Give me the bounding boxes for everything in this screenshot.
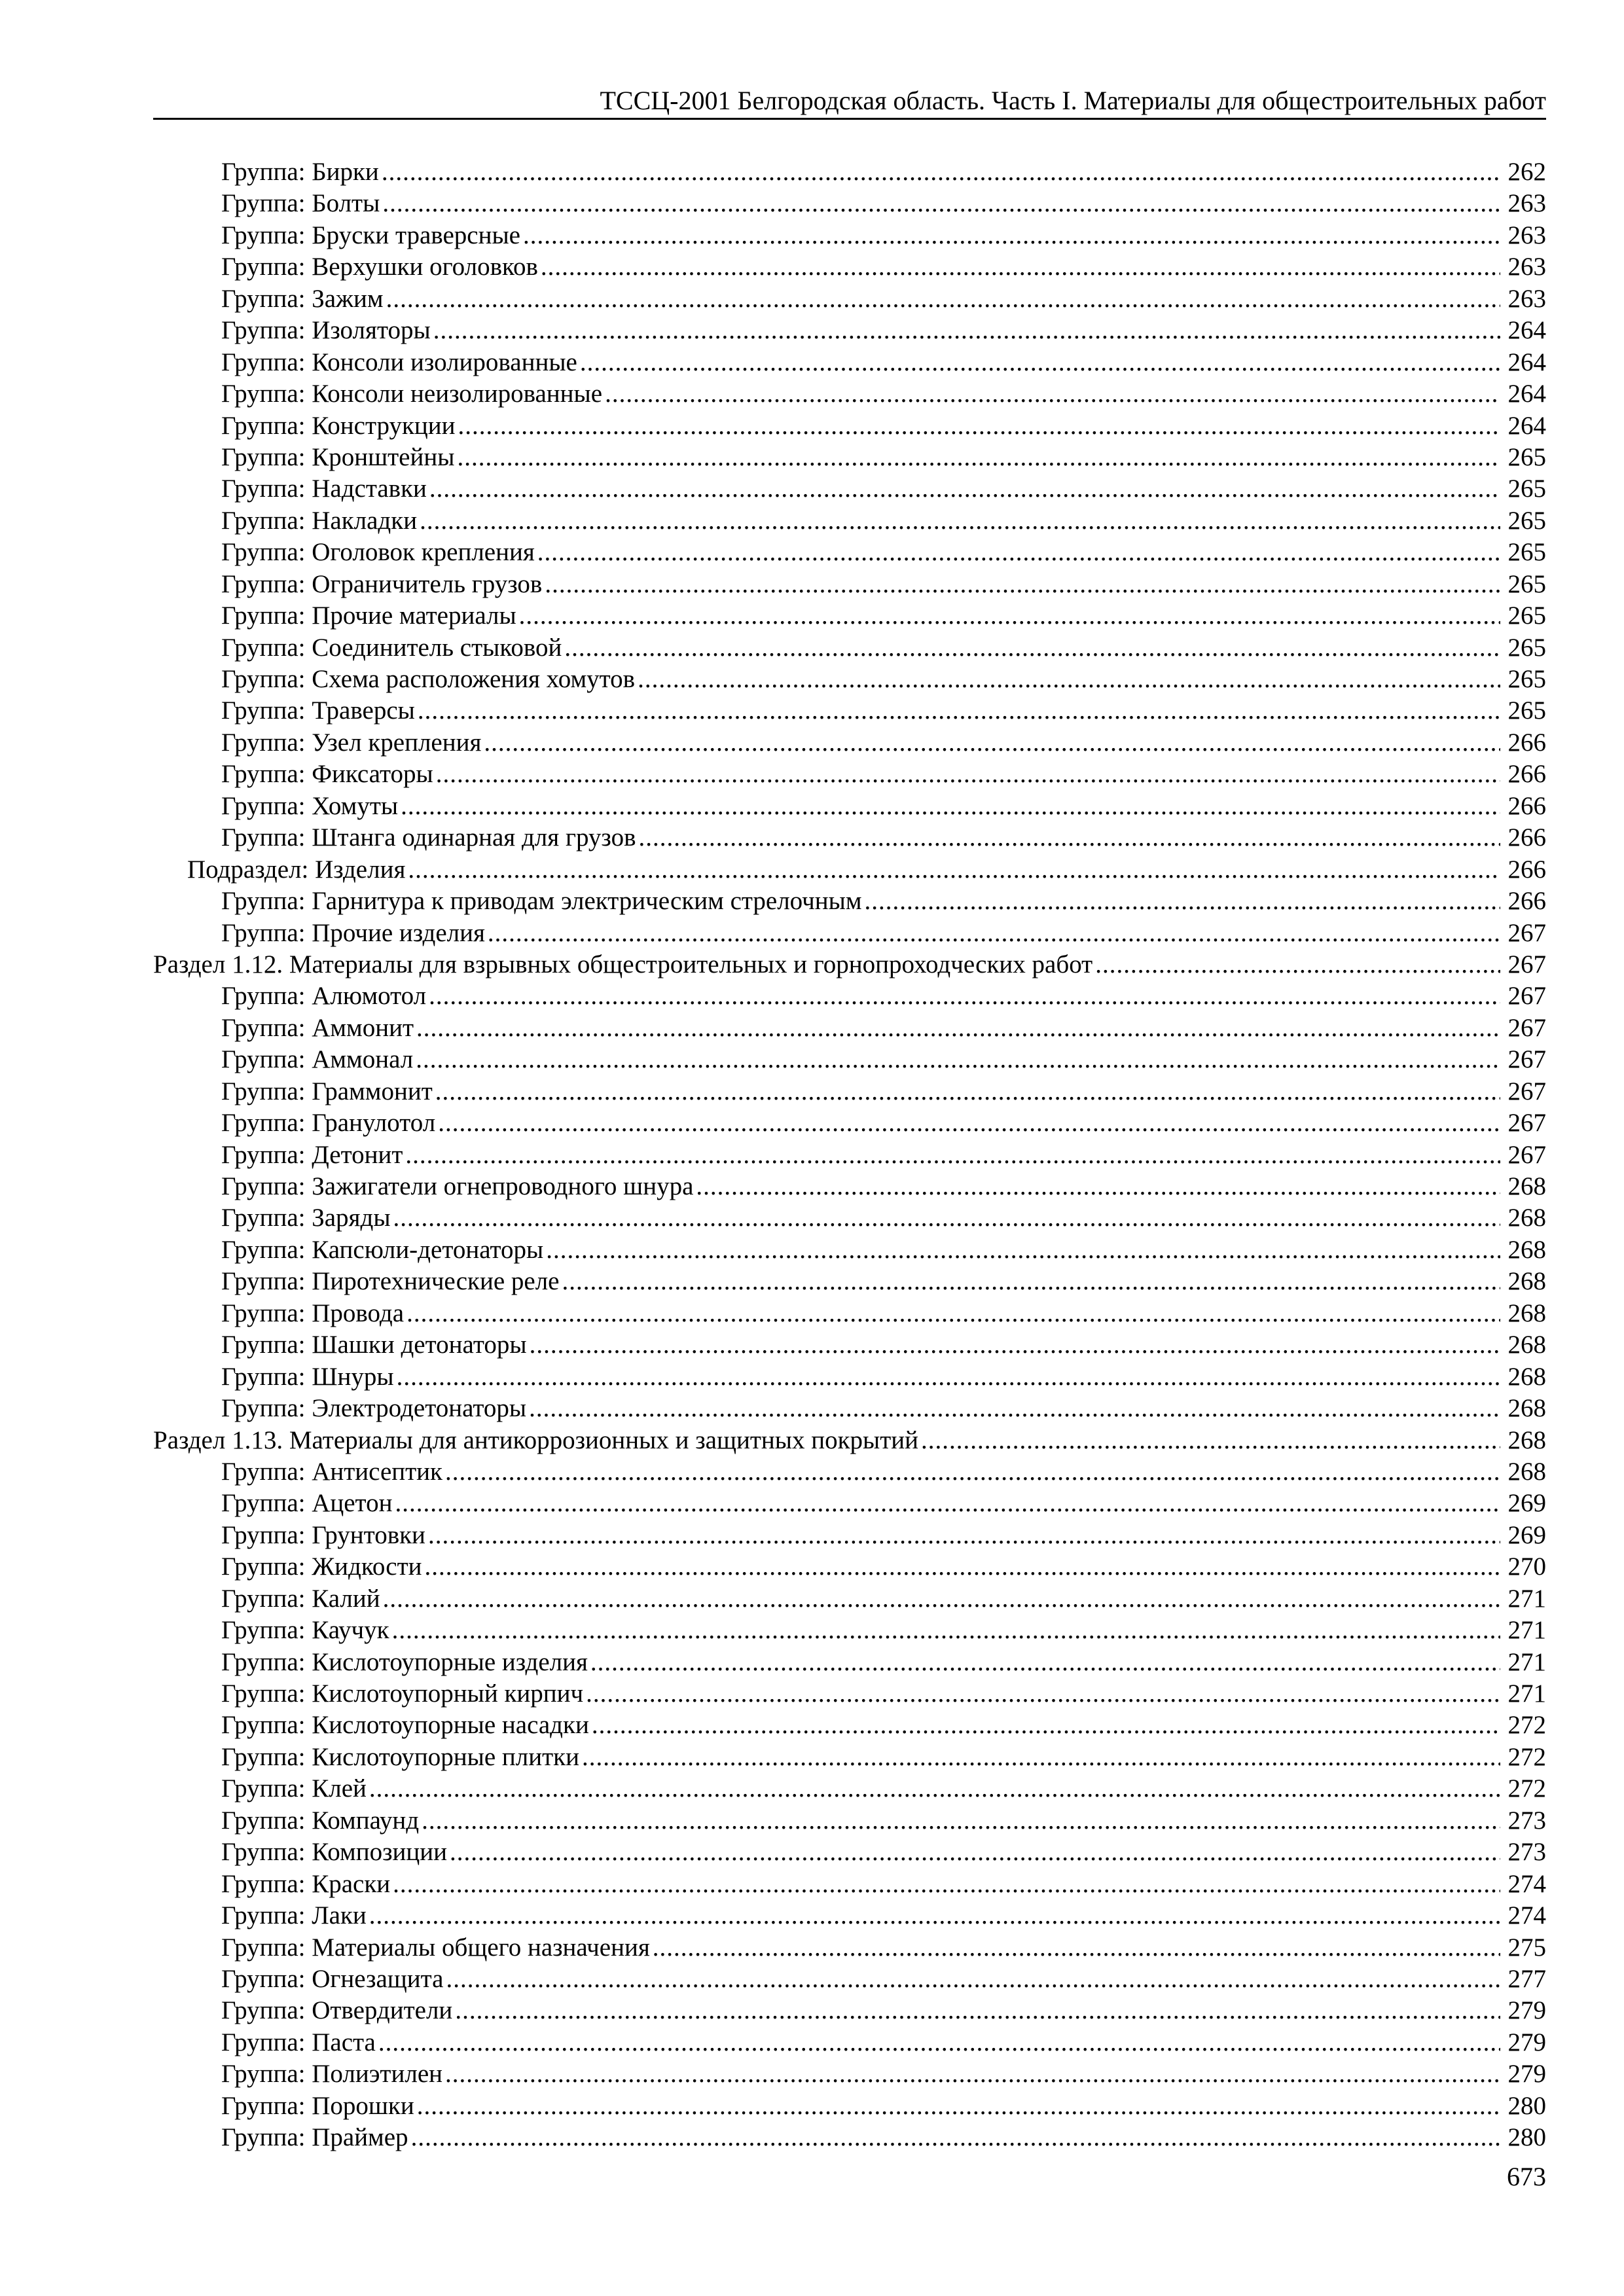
toc-entry	[153, 1488, 1546, 1519]
toc-entry	[153, 1107, 1546, 1139]
toc-entry-label: Группа: Капсюли-детонаторы	[221, 1235, 544, 1264]
toc-entry-page: 265	[1507, 569, 1546, 598]
toc-entry	[153, 1964, 1546, 1995]
document-title: ТССЦ-2001 Белгородская область. Часть I. Материалы для общестроительных работ	[600, 86, 1546, 115]
toc-entry-label: Группа: Надставки	[221, 475, 427, 503]
toc-entry-label: Группа: Гранулотол	[221, 1109, 436, 1138]
toc-dot-leader	[639, 822, 1500, 853]
toc-entry-label: Группа: Соединитель стыковой	[221, 633, 562, 662]
toc-dot-leader	[488, 918, 1500, 949]
toc-entry	[153, 1361, 1546, 1393]
toc-entry-page: 272	[1507, 1711, 1546, 1740]
toc-entry-page: 271	[1507, 1679, 1546, 1708]
toc-entry	[153, 1615, 1546, 1646]
toc-entry-page: 267	[1507, 1109, 1546, 1138]
toc-entry-page: 265	[1507, 601, 1546, 630]
toc-entry	[153, 2027, 1546, 2058]
toc-entry-label: Группа: Болты	[221, 189, 380, 218]
toc-entry-page: 268	[1507, 1426, 1546, 1454]
toc-dot-leader	[406, 1298, 1500, 1329]
toc-entry-page: 268	[1507, 1457, 1546, 1486]
toc-entry-page: 271	[1507, 1616, 1546, 1645]
toc-entry	[153, 1234, 1546, 1266]
toc-entry	[153, 1647, 1546, 1678]
toc-dot-leader	[445, 1456, 1500, 1488]
toc-entry-label: Группа: Зажигатели огнепроводного шнура	[221, 1172, 694, 1200]
toc-dot-leader	[382, 156, 1500, 188]
toc-entry-page: 274	[1507, 1901, 1546, 1930]
toc-entry-page: 265	[1507, 475, 1546, 503]
toc-entry-label: Группа: Консоли неизолированные	[221, 380, 603, 408]
toc-entry-label: Группа: Лаки	[221, 1901, 367, 1930]
toc-dot-leader	[422, 1805, 1500, 1837]
toc-entry-page: 263	[1507, 221, 1546, 249]
toc-entry-label: Группа: Материалы общего назначения	[221, 1933, 650, 1962]
toc-entry-page: 271	[1507, 1584, 1546, 1613]
toc-entry-page: 264	[1507, 380, 1546, 408]
toc-entry-label: Группа: Отвердители	[221, 1996, 453, 2025]
toc-entry-page: 265	[1507, 442, 1546, 471]
toc-entry	[153, 1900, 1546, 1931]
toc-entry-page: 267	[1507, 982, 1546, 1011]
toc-entry-page: 262	[1507, 158, 1546, 186]
toc-dot-leader	[429, 473, 1500, 505]
toc-entry	[153, 600, 1546, 632]
toc-entry-label: Группа: Фиксаторы	[221, 760, 433, 789]
toc-dot-leader	[523, 220, 1500, 251]
toc-entry-label: Группа: Компаунд	[221, 1806, 420, 1835]
toc-entry-label: Группа: Накладки	[221, 506, 418, 535]
toc-entry	[153, 1869, 1546, 1900]
toc-entry-label: Группа: Грунтовки	[221, 1520, 425, 1549]
toc-dot-leader	[1095, 949, 1500, 980]
toc-entry-page: 267	[1507, 1013, 1546, 1042]
toc-entry	[153, 1773, 1546, 1804]
toc-entry	[153, 918, 1546, 949]
toc-entry-label: Группа: Электродетонаторы	[221, 1394, 527, 1423]
toc-entry-page: 272	[1507, 1742, 1546, 1771]
toc-entry-label: Группа: Краски	[221, 1869, 391, 1898]
toc-dot-leader	[586, 1678, 1500, 1710]
toc-entry-label: Группа: Провода	[221, 1299, 405, 1327]
toc-entry-page: 265	[1507, 696, 1546, 725]
toc-entry-label: Группа: Порошки	[221, 2091, 414, 2120]
toc-dot-leader	[417, 2090, 1500, 2122]
toc-entry-label: Группа: Ограничитель грузов	[221, 569, 543, 598]
toc-entry-page: 265	[1507, 665, 1546, 693]
toc-entry	[153, 1995, 1546, 2026]
toc-entry	[153, 1202, 1546, 1234]
toc-dot-leader	[519, 600, 1500, 632]
toc-entry-page: 268	[1507, 1362, 1546, 1391]
toc-entry-label: Группа: Кронштейны	[221, 442, 455, 471]
toc-entry-label: Группа: Кислотоупорные плитки	[221, 1742, 579, 1771]
toc-dot-leader	[436, 759, 1500, 790]
toc-entry-label: Группа: Граммонит	[221, 1077, 433, 1105]
toc-entry-page: 279	[1507, 1996, 1546, 2025]
toc-dot-leader	[605, 378, 1500, 410]
toc-entry	[153, 1139, 1546, 1171]
toc-entry-label: Группа: Кислотоупорные насадки	[221, 1711, 589, 1740]
toc-entry-page: 268	[1507, 1235, 1546, 1264]
toc-entry-label: Группа: Композиции	[221, 1838, 447, 1867]
toc-entry-page: 264	[1507, 411, 1546, 440]
toc-entry-page: 268	[1507, 1204, 1546, 1232]
toc-entry-label: Группа: Зажим	[221, 284, 384, 313]
toc-dot-leader	[386, 283, 1500, 315]
page-number: 673	[1507, 2162, 1546, 2191]
toc-entry-page: 268	[1507, 1299, 1546, 1327]
toc-entry	[153, 1742, 1546, 1773]
toc-entry-label: Группа: Оголовок крепления	[221, 538, 535, 567]
toc-entry-label: Группа: Конструкции	[221, 411, 456, 440]
toc-entry	[153, 251, 1546, 283]
toc-dot-leader	[653, 1932, 1500, 1964]
toc-entry	[153, 1266, 1546, 1297]
toc-dot-leader	[393, 1202, 1500, 1234]
toc-entry-label: Группа: Жидкости	[221, 1552, 422, 1581]
toc-entry-label: Группа: Антисептик	[221, 1457, 442, 1486]
toc-entry	[153, 664, 1546, 695]
toc-dot-leader	[564, 632, 1500, 664]
toc-entry	[153, 315, 1546, 346]
toc-entry-page: 270	[1507, 1552, 1546, 1581]
toc-dot-leader	[484, 727, 1500, 759]
toc-dot-leader	[582, 1742, 1500, 1773]
toc-entry	[153, 442, 1546, 473]
toc-dot-leader	[541, 251, 1500, 283]
toc-entry	[153, 283, 1546, 315]
toc-entry-page: 267	[1507, 918, 1546, 947]
toc-dot-leader	[383, 1583, 1500, 1615]
toc-dot-leader	[455, 1995, 1500, 2026]
toc-dot-leader	[435, 1076, 1500, 1107]
toc-entry-label: Группа: Клей	[221, 1774, 367, 1803]
toc-dot-leader	[445, 2058, 1500, 2090]
toc-entry	[153, 537, 1546, 568]
toc-entry-page: 268	[1507, 1172, 1546, 1200]
toc-entry-label: Группа: Калий	[221, 1584, 380, 1613]
toc-entry-page: 266	[1507, 823, 1546, 852]
toc-entry-label: Группа: Кислотоупорный кирпич	[221, 1679, 584, 1708]
toc-dot-leader	[537, 537, 1500, 568]
toc-entry-label: Группа: Гарнитура к приводам электрическим стрелочным	[221, 887, 862, 916]
toc-dot-leader	[382, 188, 1500, 219]
toc-dot-leader	[865, 886, 1500, 917]
toc-entry	[153, 632, 1546, 664]
toc-entry-label: Группа: Огнезащита	[221, 1964, 444, 1993]
toc-entry-label: Группа: Консоли изолированные	[221, 348, 577, 376]
table-of-contents	[153, 156, 1546, 2154]
toc-entry	[153, 854, 1546, 886]
toc-entry	[153, 695, 1546, 726]
toc-dot-leader	[428, 1520, 1500, 1551]
toc-entry-label: Группа: Аммонал	[221, 1045, 414, 1074]
toc-entry	[153, 1805, 1546, 1837]
toc-entry-page: 274	[1507, 1869, 1546, 1898]
toc-dot-leader	[425, 1551, 1500, 1583]
toc-entry-page: 271	[1507, 1647, 1546, 1676]
toc-dot-leader	[580, 347, 1500, 378]
toc-entry	[153, 2058, 1546, 2090]
toc-entry-label: Группа: Траверсы	[221, 696, 415, 725]
toc-entry	[153, 1013, 1546, 1044]
toc-entry-page: 269	[1507, 1489, 1546, 1518]
toc-entry-page: 267	[1507, 950, 1546, 978]
toc-entry-page: 265	[1507, 633, 1546, 662]
toc-entry-page: 268	[1507, 1331, 1546, 1359]
toc-dot-leader	[590, 1647, 1500, 1678]
toc-entry	[153, 473, 1546, 505]
toc-entry-label: Группа: Каучук	[221, 1616, 389, 1645]
toc-dot-leader	[405, 1139, 1500, 1171]
toc-entry-page: 280	[1507, 2123, 1546, 2152]
toc-entry	[153, 1710, 1546, 1741]
toc-entry	[153, 949, 1546, 980]
toc-dot-leader	[369, 1900, 1500, 1931]
toc-dot-leader	[411, 2122, 1500, 2153]
toc-dot-leader	[592, 1710, 1500, 1741]
toc-entry	[153, 791, 1546, 822]
toc-dot-leader	[395, 1488, 1500, 1519]
toc-entry-label: Группа: Полиэтилен	[221, 2060, 442, 2089]
toc-entry	[153, 1393, 1546, 1424]
toc-entry-page: 266	[1507, 791, 1546, 820]
toc-entry	[153, 1583, 1546, 1615]
toc-entry	[153, 220, 1546, 251]
toc-entry	[153, 1456, 1546, 1488]
toc-entry	[153, 886, 1546, 917]
toc-entry-label: Группа: Кислотоупорные изделия	[221, 1647, 588, 1676]
toc-dot-leader	[546, 1234, 1500, 1266]
toc-dot-leader	[378, 2027, 1500, 2058]
toc-entry-label: Группа: Ацетон	[221, 1489, 393, 1518]
toc-dot-leader	[433, 315, 1500, 346]
toc-entry-label: Группа: Хомуты	[221, 791, 399, 820]
toc-dot-leader	[545, 569, 1500, 600]
toc-entry-page: 267	[1507, 1077, 1546, 1105]
toc-entry	[153, 1044, 1546, 1075]
toc-entry-page: 279	[1507, 2028, 1546, 2056]
toc-dot-leader	[458, 410, 1500, 442]
toc-entry-label: Группа: Аммонит	[221, 1013, 414, 1042]
toc-entry-page: 267	[1507, 1045, 1546, 1074]
toc-dot-leader	[562, 1266, 1500, 1297]
toc-entry	[153, 410, 1546, 442]
toc-entry-page: 268	[1507, 1267, 1546, 1296]
toc-entry-page: 279	[1507, 2060, 1546, 2089]
toc-entry	[153, 1551, 1546, 1583]
toc-entry-label: Группа: Пиротехнические реле	[221, 1267, 560, 1296]
toc-dot-leader	[416, 1013, 1500, 1044]
toc-entry	[153, 1837, 1546, 1868]
toc-entry	[153, 569, 1546, 600]
toc-dot-leader	[420, 505, 1500, 537]
toc-entry-page: 265	[1507, 506, 1546, 535]
toc-entry-label: Группа: Шнуры	[221, 1362, 394, 1391]
toc-entry-page: 266	[1507, 855, 1546, 884]
toc-entry	[153, 2122, 1546, 2153]
toc-dot-leader	[457, 442, 1500, 473]
toc-entry-page: 273	[1507, 1838, 1546, 1867]
toc-dot-leader	[450, 1837, 1500, 1868]
toc-entry	[153, 1425, 1546, 1456]
toc-entry-page: 263	[1507, 189, 1546, 218]
toc-dot-leader	[696, 1171, 1500, 1202]
toc-dot-leader	[397, 1361, 1500, 1393]
toc-entry-label: Группа: Прочие изделия	[221, 918, 485, 947]
toc-entry	[153, 505, 1546, 537]
page-header	[153, 84, 1546, 120]
toc-entry	[153, 1076, 1546, 1107]
toc-entry	[153, 1932, 1546, 1964]
toc-dot-leader	[392, 1615, 1500, 1646]
toc-entry-page: 277	[1507, 1964, 1546, 1993]
toc-entry-page: 273	[1507, 1806, 1546, 1835]
toc-entry-label: Группа: Узел крепления	[221, 728, 482, 757]
toc-entry	[153, 156, 1546, 188]
toc-dot-leader	[416, 1044, 1500, 1075]
toc-entry-page: 269	[1507, 1520, 1546, 1549]
toc-entry-page: 263	[1507, 284, 1546, 313]
toc-dot-leader	[408, 854, 1500, 886]
toc-entry-label: Раздел 1.13. Материалы для антикоррозионных и защитных покрытий	[153, 1426, 919, 1454]
toc-dot-leader	[429, 980, 1500, 1012]
toc-entry-label: Группа: Паста	[221, 2028, 376, 2056]
toc-entry-page: 272	[1507, 1774, 1546, 1803]
toc-dot-leader	[438, 1107, 1500, 1139]
toc-entry	[153, 188, 1546, 219]
toc-entry-label: Группа: Изоляторы	[221, 316, 431, 345]
toc-entry	[153, 727, 1546, 759]
toc-entry-page: 264	[1507, 316, 1546, 345]
toc-entry	[153, 1678, 1546, 1710]
toc-entry-page: 265	[1507, 538, 1546, 567]
toc-entry-page: 280	[1507, 2091, 1546, 2120]
toc-entry	[153, 1298, 1546, 1329]
toc-entry	[153, 1520, 1546, 1551]
toc-dot-leader	[529, 1393, 1500, 1424]
toc-dot-leader	[369, 1773, 1500, 1804]
toc-entry-page: 266	[1507, 760, 1546, 789]
toc-entry-label: Группа: Бирки	[221, 158, 379, 186]
toc-entry-page: 266	[1507, 887, 1546, 916]
toc-entry-label: Группа: Алюмотол	[221, 982, 427, 1011]
toc-entry	[153, 980, 1546, 1012]
toc-dot-leader	[921, 1425, 1500, 1456]
toc-dot-leader	[418, 695, 1500, 726]
toc-entry-label: Группа: Схема расположения хомутов	[221, 665, 636, 693]
toc-entry	[153, 822, 1546, 853]
toc-dot-leader	[530, 1329, 1500, 1361]
toc-entry-label: Группа: Прочие материалы	[221, 601, 516, 630]
toc-entry-label: Подраздел: Изделия	[187, 855, 406, 884]
toc-entry-page: 264	[1507, 348, 1546, 376]
toc-entry-page: 266	[1507, 728, 1546, 757]
toc-entry	[153, 1329, 1546, 1361]
toc-entry-label: Группа: Детонит	[221, 1140, 403, 1169]
toc-entry-page: 267	[1507, 1140, 1546, 1169]
toc-entry-label: Группа: Праймер	[221, 2123, 408, 2152]
toc-dot-leader	[638, 664, 1500, 695]
toc-entry	[153, 759, 1546, 790]
toc-entry-label: Группа: Бруски траверсные	[221, 221, 520, 249]
toc-entry-label: Группа: Шашки детонаторы	[221, 1331, 527, 1359]
toc-entry	[153, 1171, 1546, 1202]
toc-entry	[153, 347, 1546, 378]
toc-entry-page: 275	[1507, 1933, 1546, 1962]
toc-entry-label: Раздел 1.12. Материалы для взрывных общестроительных и горнопроходческих работ	[153, 950, 1093, 978]
toc-entry-label: Группа: Верхушки оголовков	[221, 253, 538, 281]
toc-entry-page: 268	[1507, 1394, 1546, 1423]
toc-entry	[153, 2090, 1546, 2122]
toc-dot-leader	[401, 791, 1500, 822]
toc-entry	[153, 378, 1546, 410]
toc-dot-leader	[393, 1869, 1500, 1900]
toc-entry-label: Группа: Штанга одинарная для грузов	[221, 823, 636, 852]
toc-entry-label: Группа: Заряды	[221, 1204, 391, 1232]
toc-dot-leader	[446, 1964, 1500, 1995]
toc-entry-page: 263	[1507, 253, 1546, 281]
